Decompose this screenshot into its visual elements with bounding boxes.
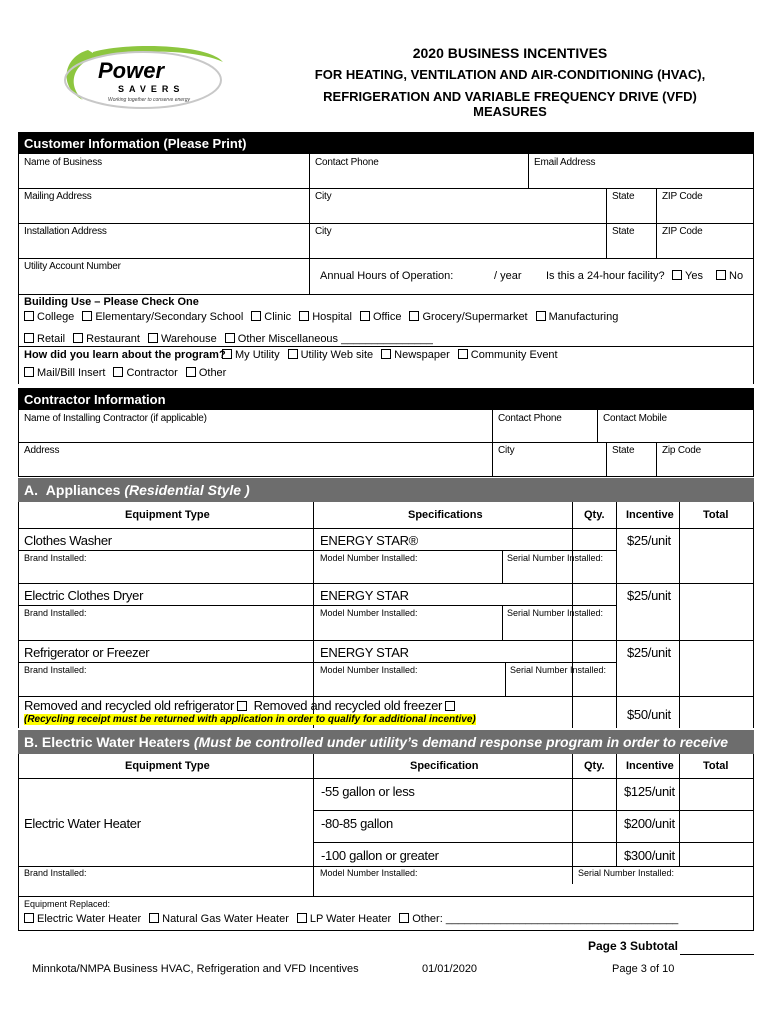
- installation-city-label: City: [315, 226, 332, 237]
- page-subtotal-field[interactable]: [680, 936, 754, 954]
- building-use-option-6[interactable]: [536, 311, 619, 323]
- building-use-row2-option-2[interactable]: [148, 333, 217, 345]
- building-use-row2-option-3[interactable]: [225, 333, 433, 345]
- b-col-equipment: Equipment Type: [125, 760, 210, 772]
- logo-savers: SAVERS: [118, 84, 185, 94]
- facility-question: Is this a 24-hour facility?: [546, 270, 665, 282]
- building-use-checkbox-3[interactable]: [299, 311, 309, 321]
- footer-date: 01/01/2020: [422, 963, 478, 975]
- replaced-checkbox-0[interactable]: [24, 913, 34, 923]
- building-use-row2-option-label: Warehouse: [160, 333, 217, 345]
- wh-total-field[interactable]: [680, 779, 752, 809]
- building-use-checkbox-5[interactable]: [409, 311, 419, 321]
- per-year-label: / year: [494, 270, 522, 282]
- a-col-equipment: Equipment Type: [125, 509, 210, 521]
- learn-option-label: Utility Web site: [300, 349, 374, 361]
- contractor-name-field[interactable]: [19, 425, 491, 441]
- replaced-checkbox-3[interactable]: [399, 913, 409, 923]
- contractor-header: Contractor Information: [18, 388, 754, 410]
- building-use-checkbox-2[interactable]: [251, 311, 261, 321]
- replaced-checkbox-2[interactable]: [297, 913, 307, 923]
- learn-row2-checkbox-1[interactable]: [113, 367, 123, 377]
- name-of-business-label: Name of Business: [24, 157, 102, 168]
- learn-checkbox-2[interactable]: [381, 349, 391, 359]
- building-use-option-label: Hospital: [312, 311, 352, 323]
- customer-header: Customer Information (Please Print): [18, 132, 754, 154]
- installation-zip-label: ZIP Code: [662, 226, 703, 237]
- building-use-checkbox-0[interactable]: [24, 311, 34, 321]
- learn-row1: [222, 349, 566, 361]
- replaced-option-label: LP Water Heater: [309, 913, 392, 925]
- replaced-option-3[interactable]: [399, 913, 678, 925]
- contractor-mobile-label: Contact Mobile: [603, 413, 667, 424]
- logo-power: Power: [98, 58, 165, 83]
- building-use-option-5[interactable]: [409, 311, 527, 323]
- a-col-incentive: Incentive: [626, 509, 674, 521]
- contractor-zip-field[interactable]: [657, 458, 752, 475]
- a-col-spec: Specifications: [408, 509, 483, 521]
- contractor-state-label: State: [612, 445, 635, 456]
- wh-qty-field[interactable]: [573, 779, 615, 809]
- contractor-state-field[interactable]: [607, 458, 655, 475]
- title-line3: REFRIGERATION AND VARIABLE FREQUENCY DRIVE (VFD) MEASURES: [323, 89, 697, 119]
- logo: [58, 42, 228, 112]
- building-use-row1: [24, 311, 626, 323]
- learn-row2: [24, 367, 234, 379]
- wh-incentive: $300/unit: [624, 848, 675, 863]
- wh-incentive: $125/unit: [624, 784, 675, 799]
- appliance-spec: ENERGY STAR®: [320, 533, 418, 548]
- mailing-city-field[interactable]: [310, 204, 605, 222]
- wh-total-field[interactable]: [680, 811, 752, 841]
- footer-left: Minnkota/NMPA Business HVAC, Refrigeration and VFD Incentives: [32, 963, 359, 975]
- building-use-checkbox-1[interactable]: [82, 311, 92, 321]
- installation-zip-field[interactable]: [657, 239, 752, 257]
- contractor-zip-label: Zip Code: [662, 445, 701, 456]
- recycle-qty-field[interactable]: [573, 697, 615, 727]
- contact-phone-label: Contact Phone: [315, 157, 379, 168]
- learn-row2-option-0[interactable]: [24, 367, 105, 379]
- recycle-total-field[interactable]: [680, 697, 752, 727]
- logo-tagline: Working together to conserve energy: [108, 97, 190, 103]
- appliance-incentive: $25/unit: [627, 588, 671, 603]
- learn-row2-checkbox-2[interactable]: [186, 367, 196, 377]
- learn-row2-checkbox-0[interactable]: [24, 367, 34, 377]
- building-use-row2: [24, 333, 441, 345]
- wh-serial-field[interactable]: [573, 878, 752, 895]
- installation-state-field[interactable]: [607, 239, 655, 257]
- building-use-label: Building Use – Please Check One: [24, 296, 199, 308]
- installation-address-field[interactable]: [19, 239, 308, 257]
- wh-qty-field[interactable]: [573, 811, 615, 841]
- replaced-option-2[interactable]: [297, 913, 391, 925]
- building-use-checkbox-6[interactable]: [536, 311, 546, 321]
- appliances-header: A. Appliances (Residential Style ): [18, 478, 754, 502]
- title-line2: FOR HEATING, VENTILATION AND AIR-CONDITIONING (HVAC),: [314, 67, 706, 82]
- appliance-serial-label: Serial Number Installed:: [510, 665, 607, 675]
- a-col-qty: Qty.: [584, 509, 605, 521]
- replaced-option-0[interactable]: [24, 913, 141, 925]
- mailing-address-label: Mailing Address: [24, 191, 92, 202]
- wh-serial-label: Serial Number Installed:: [578, 868, 675, 878]
- recycle-incentive: $50/unit: [627, 707, 671, 722]
- mailing-zip-label: ZIP Code: [662, 191, 703, 202]
- appliance-serial-label: Serial Number Installed:: [507, 553, 604, 563]
- appliance-brand-label: Brand Installed:: [24, 608, 87, 618]
- email-label: Email Address: [534, 157, 596, 168]
- email-field[interactable]: [529, 170, 752, 187]
- installation-address-label: Installation Address: [24, 226, 107, 237]
- recycle-line: Removed and recycled old refrigerator Removed and recycled old freezer: [24, 698, 458, 713]
- replaced-option-label: Natural Gas Water Heater: [162, 913, 289, 925]
- learn-label: How did you learn about the program?: [24, 349, 226, 361]
- building-use-row2-checkbox-0[interactable]: [24, 333, 34, 343]
- appliance-model-label: Model Number Installed:: [320, 608, 418, 618]
- learn-row2-option-label: Other: [198, 367, 227, 379]
- learn-checkbox-0[interactable]: [222, 349, 232, 359]
- wh-incentive: $200/unit: [624, 816, 675, 831]
- learn-row2-option-1[interactable]: [113, 367, 177, 379]
- building-use-option-1[interactable]: [82, 311, 243, 323]
- appliance-incentive: $25/unit: [627, 645, 671, 660]
- contractor-city-label: City: [498, 445, 515, 456]
- page-subtotal-label: Page 3 Subtotal: [588, 939, 679, 953]
- contractor-city-field[interactable]: [493, 458, 605, 475]
- appliance-qty-field[interactable]: [573, 584, 615, 639]
- appliance-total-field[interactable]: [680, 529, 752, 582]
- replaced-option-label: Electric Water Heater: [37, 913, 142, 925]
- annual-hours-label: Annual Hours of Operation:: [320, 270, 454, 282]
- building-use-row2-option-1[interactable]: [73, 333, 140, 345]
- building-use-option-label: Elementary/Secondary School: [95, 311, 244, 323]
- building-use-option-3[interactable]: [299, 311, 352, 323]
- learn-option-2[interactable]: [381, 349, 450, 361]
- utility-account-field[interactable]: [19, 274, 308, 293]
- mailing-address-field[interactable]: [19, 204, 308, 222]
- appliance-brand-label: Brand Installed:: [24, 553, 87, 563]
- learn-option-label: Community Event: [470, 349, 558, 361]
- building-use-option-label: Manufacturing: [548, 311, 619, 323]
- contractor-address-label: Address: [24, 445, 60, 456]
- building-use-row2-checkbox-1[interactable]: [73, 333, 83, 343]
- mailing-state-label: State: [612, 191, 635, 202]
- learn-option-0[interactable]: [222, 349, 280, 361]
- appliance-incentive: $25/unit: [627, 533, 671, 548]
- building-use-option-label: College: [37, 311, 75, 323]
- wh-spec: -55 gallon or less: [321, 784, 415, 799]
- appliance-model-label: Model Number Installed:: [320, 553, 418, 563]
- contractor-phone-field[interactable]: [493, 425, 596, 441]
- name-of-business-field[interactable]: [19, 170, 308, 187]
- appliance-name: Clothes Washer: [24, 533, 112, 548]
- mailing-state-field[interactable]: [607, 204, 655, 222]
- water-heater-equipment: Electric Water Heater: [24, 816, 141, 831]
- building-use-row2-option-0[interactable]: [24, 333, 65, 345]
- no-checkbox[interactable]: [716, 270, 726, 280]
- appliance-qty-field[interactable]: [573, 641, 615, 695]
- recycle-fridge-checkbox[interactable]: [237, 701, 247, 711]
- building-use-option-2[interactable]: [251, 311, 291, 323]
- water-heaters-header: B. Electric Water Heaters (Must be controlled under utility’s demand response program in order to receive rebate): [18, 730, 754, 754]
- appliance-name: Electric Clothes Dryer: [24, 588, 144, 603]
- no-option[interactable]: No: [716, 270, 743, 282]
- learn-option-1[interactable]: [288, 349, 374, 361]
- wh-total-field[interactable]: [680, 843, 752, 873]
- appliance-brand-label: Brand Installed:: [24, 665, 87, 675]
- equipment-replaced-label: Equipment Replaced:: [24, 899, 111, 909]
- installation-city-field[interactable]: [310, 239, 605, 257]
- appliance-total-field[interactable]: [680, 641, 752, 695]
- learn-row2-option-label: Contractor: [126, 367, 178, 379]
- building-use-row2-option-label: Retail: [37, 333, 66, 345]
- mailing-zip-field[interactable]: [657, 204, 752, 222]
- wh-brand-field[interactable]: [19, 878, 312, 895]
- wh-brand-label: Brand Installed:: [24, 868, 87, 878]
- building-use-row2-option-label: Other Miscellaneous _______________: [237, 333, 433, 345]
- b-col-total: Total: [703, 760, 729, 772]
- contractor-phone-label: Contact Phone: [498, 413, 562, 424]
- wh-spec: -80-85 gallon: [321, 816, 393, 831]
- learn-row2-option-2[interactable]: [186, 367, 227, 379]
- yes-option[interactable]: Yes: [672, 270, 703, 282]
- wh-model-label: Model Number Installed:: [320, 868, 418, 878]
- building-use-option-4[interactable]: [360, 311, 402, 323]
- replaced-option-label: Other: ______________________________________: [412, 913, 679, 925]
- learn-option-label: My Utility: [235, 349, 280, 361]
- installation-state-label: State: [612, 226, 635, 237]
- building-use-option-0[interactable]: [24, 311, 74, 323]
- b-col-incentive: Incentive: [626, 760, 674, 772]
- contractor-address-field[interactable]: [19, 458, 491, 475]
- recycle-freezer-checkbox[interactable]: [445, 701, 455, 711]
- wh-model-field[interactable]: [314, 878, 571, 895]
- yes-checkbox[interactable]: [672, 270, 682, 280]
- building-use-option-label: Clinic: [264, 311, 292, 323]
- learn-option-3[interactable]: [458, 349, 558, 361]
- building-use-option-label: Grocery/Supermarket: [422, 311, 528, 323]
- utility-account-label: Utility Account Number: [24, 261, 121, 272]
- building-use-row2-checkbox-2[interactable]: [148, 333, 158, 343]
- building-use-row2-checkbox-3[interactable]: [225, 333, 235, 343]
- building-use-option-label: Office: [372, 311, 402, 323]
- mailing-city-label: City: [315, 191, 332, 202]
- contact-phone-field[interactable]: [310, 170, 527, 187]
- appliance-spec: ENERGY STAR: [320, 645, 409, 660]
- wh-spec: -100 gallon or greater: [321, 848, 439, 863]
- contractor-name-label: Name of Installing Contractor (if applicable): [24, 413, 207, 424]
- building-use-row2-option-label: Restaurant: [86, 333, 140, 345]
- a-col-total: Total: [703, 509, 729, 521]
- title-line1: 2020 BUSINESS INCENTIVES: [412, 45, 608, 61]
- footer-page: Page 3 of 10: [612, 963, 675, 975]
- learn-checkbox-1[interactable]: [288, 349, 298, 359]
- learn-checkbox-3[interactable]: [458, 349, 468, 359]
- contractor-mobile-field[interactable]: [598, 425, 752, 441]
- appliance-model-label: Model Number Installed:: [320, 665, 418, 675]
- appliance-total-field[interactable]: [680, 584, 752, 639]
- recycle-note: (Recycling receipt must be returned with application in order to qualify for additional incentive): [24, 714, 476, 725]
- appliance-qty-field[interactable]: [573, 529, 615, 582]
- appliance-name: Refrigerator or Freezer: [24, 645, 150, 660]
- b-col-spec: Specification: [410, 760, 479, 772]
- b-col-qty: Qty.: [584, 760, 605, 772]
- annual-hours-field[interactable]: [448, 268, 492, 284]
- learn-option-label: Newspaper: [394, 349, 450, 361]
- equipment-replaced-options: [24, 913, 686, 925]
- replaced-option-1[interactable]: [149, 913, 289, 925]
- learn-row2-option-label: Mail/Bill Insert: [37, 367, 106, 379]
- appliance-spec: ENERGY STAR: [320, 588, 409, 603]
- replaced-checkbox-1[interactable]: [149, 913, 159, 923]
- appliance-serial-label: Serial Number Installed:: [507, 608, 604, 618]
- building-use-checkbox-4[interactable]: [360, 311, 370, 321]
